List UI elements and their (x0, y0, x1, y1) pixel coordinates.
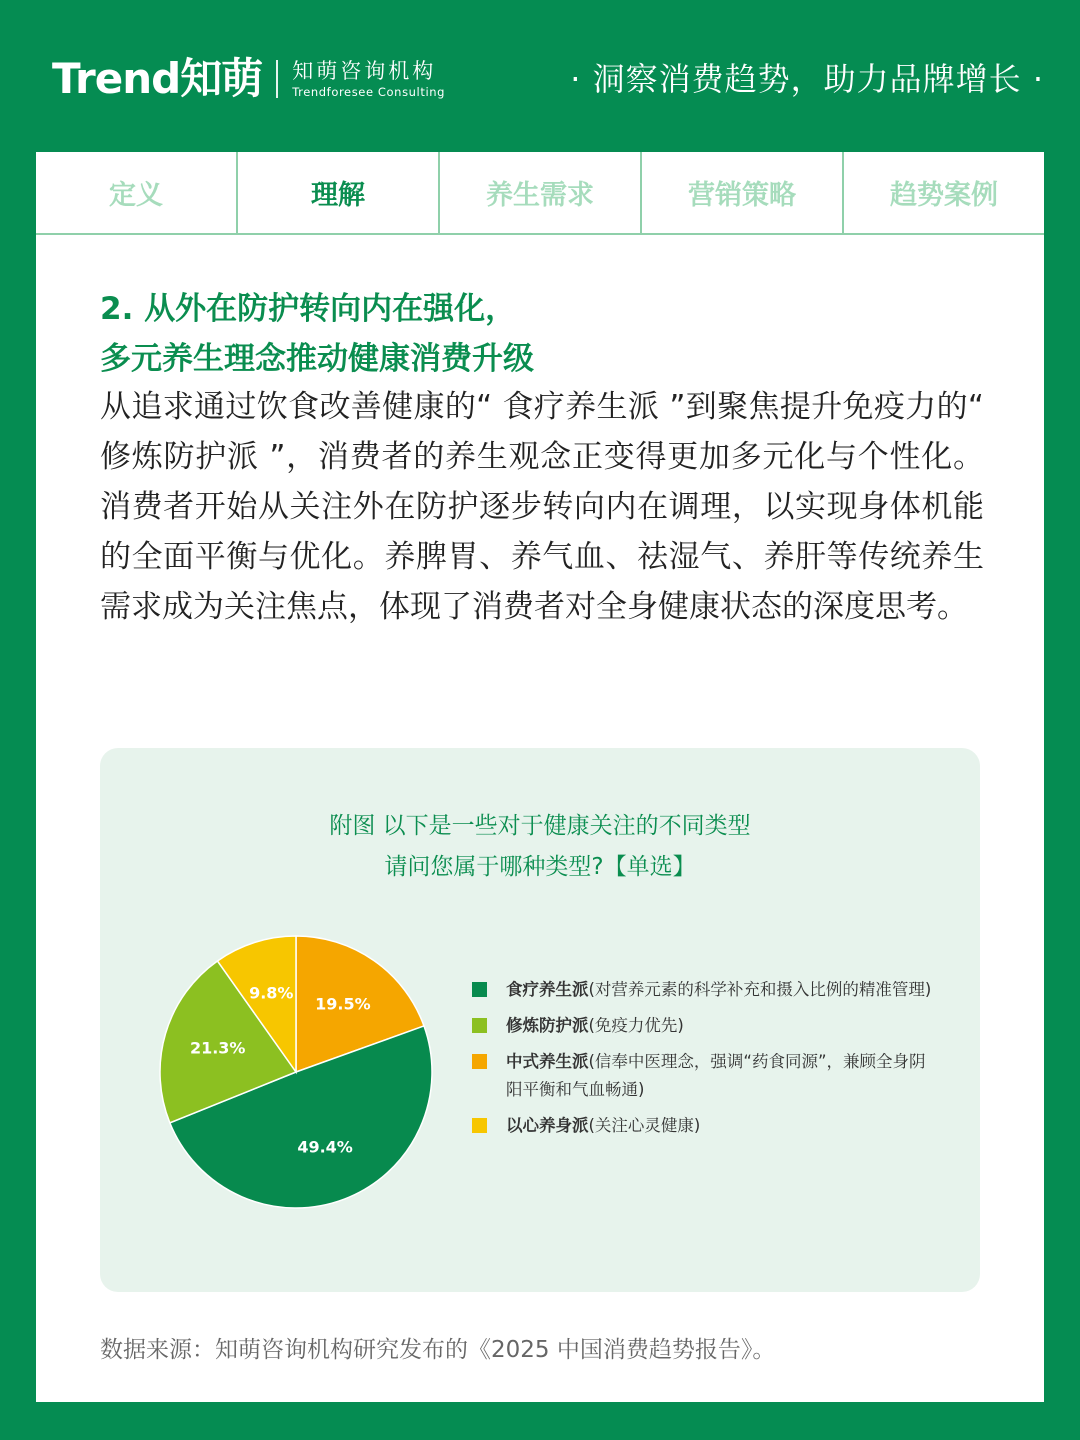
heading-line-1: 2. 从外在防护转向内在强化， (100, 291, 517, 327)
chart-legend (470, 976, 940, 1148)
section-heading (100, 284, 980, 384)
heading-line-2: 多元养生理念推动健康消费升级 (100, 341, 534, 377)
body-paragraph: 从追求通过饮食改善健康的“ 食疗养生派 ”到聚焦提升免疫力的“ 修炼防护派 ”，消费者的养生观念正变得更加多元化与个性化。消费者开始从关注外在防护逐步转向内在调理，以实现身体机能的全面平衡与优化。养脾胃、养气血、祛湿气、养肝等传统养生需求成为关注焦点，体现了消费者对全身健康状态的深度思考。 (100, 389, 984, 625)
legend-desc: (免疫力优先) (588, 1016, 684, 1035)
logo-company-name: 知萌咨询机构 (292, 59, 437, 83)
tab-understanding[interactable]: 理解 (238, 152, 440, 233)
figure-title (100, 806, 980, 888)
pie-slice-label: 49.4% (297, 1137, 353, 1157)
legend-desc: (关注心灵健康) (588, 1116, 701, 1135)
pie-slice-label: 21.3% (189, 1038, 246, 1058)
tab-marketing-strategy[interactable]: 营销策略 (642, 152, 844, 233)
legend-item (470, 1112, 940, 1140)
tab-trend-cases[interactable]: 趋势案例 (890, 180, 998, 211)
legend-name: 修炼防护派 (506, 1016, 589, 1035)
figure-title-line-2: 请问您属于哪种类型?【单选】 (384, 854, 696, 880)
data-source-note: 数据来源：知萌咨询机构研究发布的《2025 中国消费趋势报告》。 (100, 1337, 776, 1363)
legend-item (470, 1012, 940, 1040)
brand-logo[interactable] (52, 56, 445, 102)
logo-divider (276, 60, 278, 98)
logo-text (292, 58, 445, 100)
legend-swatch (472, 1118, 487, 1133)
tab-bar (36, 152, 1044, 235)
tab-definition[interactable]: 定义 (36, 152, 238, 233)
legend-desc: (对营养元素的科学补充和摄入比例的精准管理) (588, 980, 932, 999)
legend-swatch (472, 1054, 487, 1069)
figure-title-line-1: 附图 以下是一些对于健康关注的不同类型 (329, 813, 751, 839)
pie-chart (156, 932, 436, 1212)
legend-name: 中式养生派 (506, 1052, 589, 1071)
legend-swatch (472, 982, 487, 997)
legend-item (470, 1048, 940, 1104)
logo-mark: Trend知萌 (52, 54, 263, 103)
logo-english-name: Trendforesee Consulting (292, 85, 446, 99)
content-card (36, 152, 1044, 1402)
legend-swatch (472, 1018, 487, 1033)
tab-wellness-needs[interactable]: 养生需求 (440, 152, 642, 233)
pie-slice-label: 9.8% (249, 983, 294, 1003)
legend-desc: (信奉中医理念，强调“药食同源”，兼顾全身阴阳平衡和气血畅通) (506, 1052, 926, 1099)
legend-name: 食疗养生派 (506, 980, 589, 999)
pie-slice-label: 19.5% (315, 994, 371, 1014)
figure-panel (100, 748, 980, 1292)
slogan: · 洞察消费趋势，助力品牌增长 · (570, 60, 1044, 98)
legend-name: 以心养身派 (506, 1116, 589, 1135)
header (0, 0, 1080, 152)
legend-item (470, 976, 940, 1004)
